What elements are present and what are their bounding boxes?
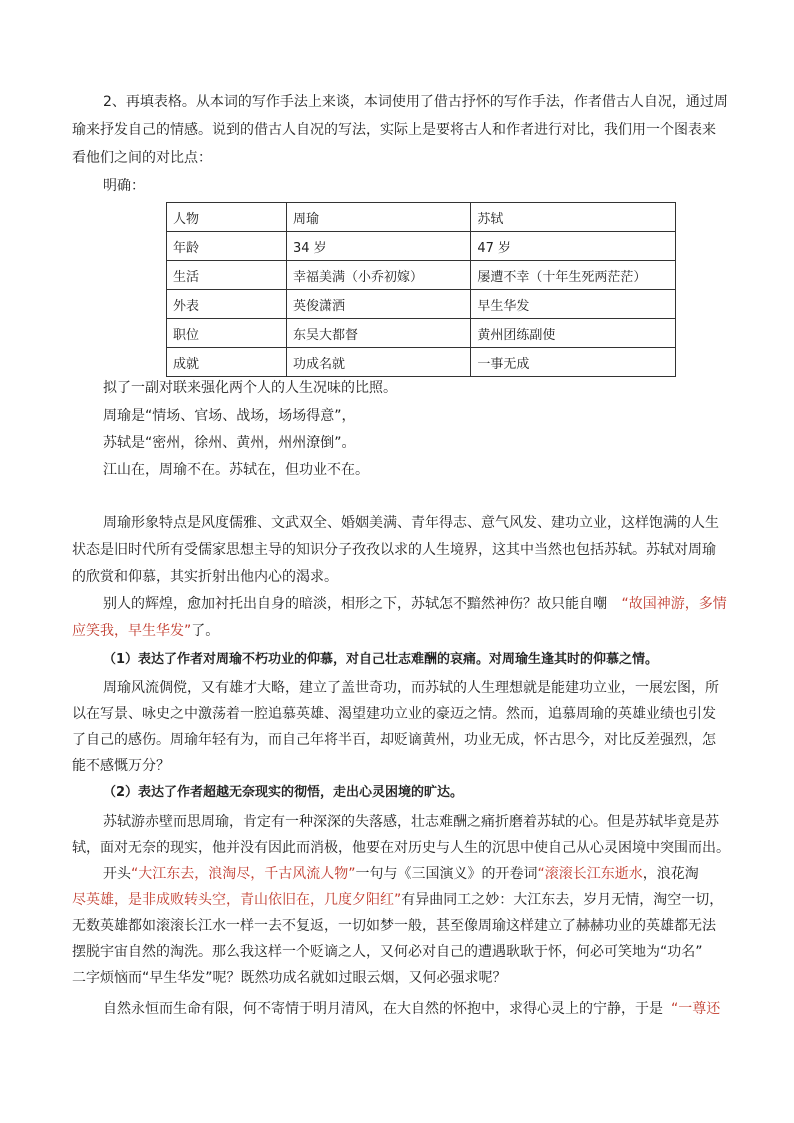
para5-line-1	[103, 864, 699, 884]
para1-line-2: 状态是旧时代所有受儒家思想主导的知识分子孜孜以求的人生境界，这其中当然也包括苏轼。苏轼对周瑜	[72, 542, 716, 558]
para5-line-5: 二字烦恼而“早生华发”呢？既然功成名就如过眼云烟，又何必强求呢？	[72, 970, 507, 986]
poem-quote: 应笑我，早生华发”	[72, 623, 192, 639]
intro-line-1: 2、再填表格。从本词的写作手法上来谈，本词使用了借古抒怀的写作手法，作者借古人自况，通过周	[103, 94, 728, 110]
table-row	[167, 319, 676, 348]
section-heading-1: （1）表达了作者对周瑜不朽功业的仰慕，对自己壮志难酬的哀痛。对周瑜生逢其时的仰慕之情。	[103, 652, 659, 667]
comparison-table	[166, 202, 676, 377]
para2-line-1	[103, 594, 727, 614]
para5-text: ，浪花淘	[642, 866, 699, 882]
table-row	[167, 348, 676, 377]
table-cell: 一事无成	[471, 348, 676, 377]
table-cell: 功成名就	[286, 348, 470, 377]
clarify-label: 明确：	[103, 178, 145, 194]
poem-quote: “故国神游，多情	[621, 596, 727, 612]
table-cell: 幸福美满（小乔初嫁）	[286, 261, 470, 290]
para5-line-3: 无数英雄都如滚滚长江水一样一去不复返，一切如梦一般，甚至像周瑜这样建立了赫赫功业的英雄都无法	[72, 918, 716, 934]
table-cell: 早生华发	[471, 290, 676, 319]
table-cell: 英俊潇洒	[286, 290, 470, 319]
table-cell: 成就	[167, 348, 287, 377]
poem-quote: “一尊还	[671, 1001, 721, 1017]
para3-line-2: 以在写景、咏史之中激荡着一腔追慕英雄、渴望建功立业的豪迈之情。然而，追慕周瑜的英雄业绩也引发	[72, 706, 716, 722]
poem-quote: 尽英雄，是非成败转头空，青山依旧在，几度夕阳红”	[72, 892, 402, 908]
table-header-row	[167, 203, 676, 232]
table-cell: 47 岁	[471, 232, 676, 261]
poem-quote: “大江东去，浪淘尽，千古风流人物”	[131, 866, 356, 882]
poem-quote: “滚滚长江东逝水	[537, 866, 643, 882]
couplet-su: 苏轼是“密州，徐州、黄州，州州潦倒”。	[103, 435, 356, 451]
table-cell: 黄州团练副使	[471, 319, 676, 348]
para3-line-3: 了自己的感伤。周瑜年轻有为，而自己年将半百，却贬谪黄州，功业无成，怀古思今，对比反差强烈，怎	[72, 732, 716, 748]
para3-line-4: 能不感慨万分？	[72, 758, 170, 774]
para1-line-1: 周瑜形象特点是风度儒雅、文武双全、婚姻美满、青年得志、意气风发、建功立业，这样饱满的人生	[103, 515, 719, 531]
para5-text: 开头	[103, 866, 131, 882]
para6-text: 自然永恒而生命有限，何不寄情于明月清风，在大自然的怀抱中，求得心灵上的宁静，于是	[103, 1001, 663, 1017]
para2-text: 别人的辉煌，愈加衬托出自身的暗淡，相形之下，苏轼怎不黯然神伤？故只能自嘲	[103, 596, 607, 612]
para2-line-2	[72, 621, 219, 641]
para4-line-1: 苏轼游赤壁而思周瑜，肯定有一种深深的失落感，壮志难酬之痛折磨着苏轼的心。但是苏轼毕竟是苏	[103, 814, 719, 830]
couplet-summary: 江山在，周瑜不在。苏轼在，但功业不在。	[103, 462, 369, 478]
para6-line-1	[103, 999, 720, 1019]
table-row	[167, 232, 676, 261]
couplet-zhou: 周瑜是“情场、官场、战场，场场得意”，	[103, 408, 356, 424]
table-header-cell: 人物	[167, 203, 287, 232]
table-header-cell: 苏轼	[471, 203, 676, 232]
para5-text: 一句与《三国演义》的开卷词	[355, 866, 538, 882]
table-row	[167, 261, 676, 290]
section-heading-2: （2）表达了作者超越无奈现实的彻悟，走出心灵困境的旷达。	[103, 785, 464, 800]
para3-line-1: 周瑜风流倜傥，又有雄才大略，建立了盖世奇功，而苏轼的人生理想就是能建功立业，一展宏图，所	[103, 680, 719, 696]
table-header-cell: 周瑜	[286, 203, 470, 232]
para4-line-2: 轼，面对无奈的现实，他并没有因此而消极，他要在对历史与人生的沉思中使自己从心灵困境中突围而出。	[72, 840, 730, 856]
intro-line-2: 瑜来抒发自己的情感。说到的借古人自况的写法，实际上是要将古人和作者进行对比，我们用一个图表来	[72, 122, 716, 138]
table-cell: 东吴大都督	[286, 319, 470, 348]
para2-text: 了。	[191, 623, 220, 639]
table-cell: 屡遭不幸（十年生死两茫茫）	[471, 261, 676, 290]
table-cell: 职位	[167, 319, 287, 348]
couplet-intro: 拟了一副对联来强化两个人的人生况味的比照。	[103, 380, 397, 396]
table-row	[167, 290, 676, 319]
para5-text: 有异曲同工之妙：大江东去，岁月无情，淘空一切，	[401, 892, 724, 908]
para5-line-2	[72, 890, 723, 910]
table-cell: 生活	[167, 261, 287, 290]
table-cell: 34 岁	[286, 232, 470, 261]
table-cell: 外表	[167, 290, 287, 319]
para1-line-3: 的欣赏和仰慕，其实折射出他内心的渴求。	[72, 569, 338, 585]
table-cell: 年龄	[167, 232, 287, 261]
para5-line-4: 摆脱宇宙自然的淘洗。那么我这样一个贬谪之人，又何必对自己的遭遇耿耿于怀，何必可笑地为“功名”	[72, 944, 703, 960]
intro-line-3: 看他们之间的对比点：	[72, 150, 212, 166]
